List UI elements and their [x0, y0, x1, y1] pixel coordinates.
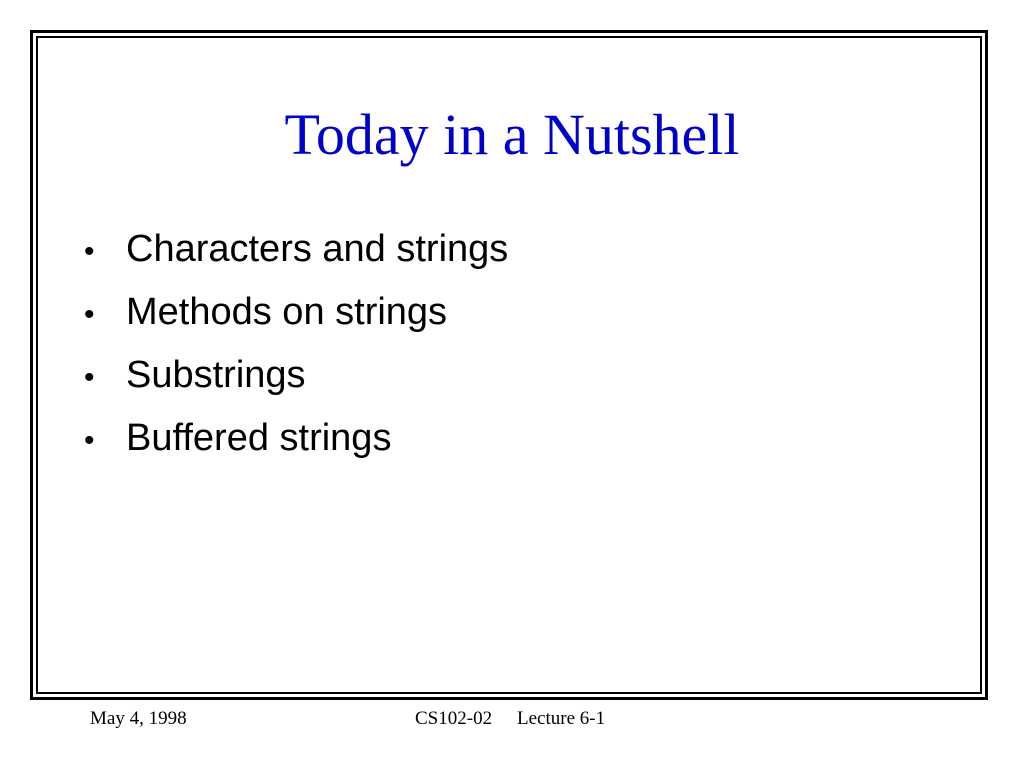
bullet-icon: •	[84, 424, 95, 457]
bullet-item	[84, 354, 508, 417]
bullet-text: Characters and strings	[126, 228, 509, 270]
footer-course: CS102-02	[415, 708, 493, 729]
bullet-icon: •	[84, 298, 95, 331]
bullet-text: Buffered strings	[126, 417, 392, 459]
bullet-item	[84, 417, 508, 480]
bullet-text: Methods on strings	[126, 291, 448, 333]
slide-title: Today in a Nutshell	[284, 102, 740, 167]
footer-lecture: Lecture 6-1	[517, 708, 606, 729]
bullet-list	[84, 228, 508, 480]
bullet-icon: •	[84, 235, 95, 268]
bullet-item	[84, 291, 508, 354]
bullet-text: Substrings	[126, 354, 306, 396]
bullet-icon: •	[84, 361, 95, 394]
footer-date: May 4, 1998	[90, 708, 187, 729]
bullet-item	[84, 228, 508, 291]
